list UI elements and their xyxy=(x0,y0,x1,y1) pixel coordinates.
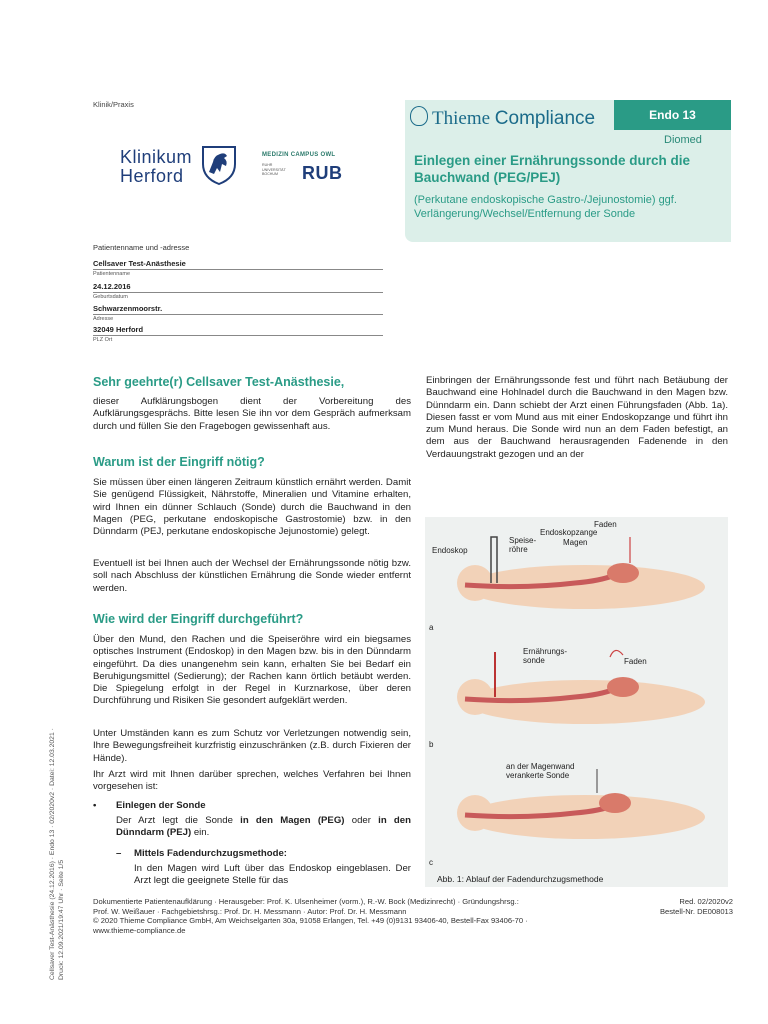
clinic-name-line2: Herford xyxy=(120,166,184,186)
document-code-badge: Endo 13 xyxy=(614,100,731,130)
thieme-logo xyxy=(410,106,595,130)
footer-website-link[interactable]: www.thieme-compliance.de xyxy=(93,925,186,935)
thieme-word: Thieme xyxy=(432,108,491,129)
panel-b-illustration xyxy=(457,650,705,724)
footer-revision: Red. 02/2020v2 xyxy=(679,897,733,906)
why-heading: Warum ist der Eingriff nötig? xyxy=(93,455,265,469)
label-anchored-probe: an der Magenwand verankerte Sonde xyxy=(506,762,575,780)
footer xyxy=(93,897,733,935)
patient-name-field[interactable]: Cellsaver Test-Anästhesie xyxy=(93,259,383,270)
footer-order-number: Bestell-Nr. DE008013 xyxy=(659,906,733,916)
procedure-illustration xyxy=(425,517,728,887)
why-paragraph-2: Eventuell ist bei Ihnen auch der Wechsel der Ernährungssonde nötig bzw. soll nach Abschluss der künstlichen Ernährung die Sonde wieder entfernt werden. xyxy=(93,558,411,594)
side-print-info xyxy=(48,728,66,980)
label-speiseroehre: Speise- röhre xyxy=(509,536,537,554)
clinic-name-line1: Klinikum xyxy=(120,147,193,167)
how-heading: Wie wird der Eingriff durchgeführt? xyxy=(93,612,304,626)
label-ernaehrungssonde: Ernährungs- sonde xyxy=(523,647,568,665)
address-field[interactable]: Schwarzenmoorstr. xyxy=(93,304,383,315)
label-magen: Magen xyxy=(563,538,588,547)
compliance-word: Compliance xyxy=(494,108,596,129)
bullet-insert-probe: Einlegen der Sonde xyxy=(116,800,206,811)
patient-name-label: Patientenname xyxy=(93,271,130,277)
label-faden-b: Faden xyxy=(624,657,647,666)
panel-a-illustration xyxy=(457,537,705,609)
birthdate-label: Geburtsdatum xyxy=(93,294,128,300)
rub-small-text: BOCHUM xyxy=(262,172,278,176)
label-faden-a: Faden xyxy=(594,520,617,529)
klinikum-herford-logo xyxy=(120,142,240,188)
how-paragraph-2: Unter Umständen kann es zum Schutz vor Verletzungen notwendig sein, Ihre Bewegungsfreiheit kurzfristig einzuschränken (z.B. durch Fixieren der Hände). xyxy=(93,728,411,764)
sub-bullet-dash: – xyxy=(116,848,122,859)
intro-paragraph: dieser Aufklärungsbogen dient der Vorbereitung des Aufklärungsgesprächs. Bitte lesen Sie ihn vor dem Gespräch aufmerksam durch und füllen Sie den Fragebogen gewissenhaft aus. xyxy=(93,396,411,432)
side-print-line-2: Druck: 12.09.2021/19:47 Uhr · Seite 1/5 xyxy=(58,859,65,980)
practice-label: Klinik/Praxis xyxy=(93,100,134,109)
rub-logo: RUB xyxy=(302,163,343,183)
zip-city-field[interactable]: 32049 Herford xyxy=(93,325,383,336)
sub-bullet-thread-method: Mittels Fadendurchzugsmethode: xyxy=(134,848,287,859)
publisher-label: Diomed xyxy=(664,134,702,146)
address-label: Adresse xyxy=(93,316,114,322)
rub-small-text: UNIVERSITÄT xyxy=(262,167,286,172)
panel-label-c: c xyxy=(429,858,433,867)
figure-caption: Abb. 1: Ablauf der Fadendurchzugsmethode xyxy=(437,874,604,884)
campus-logo xyxy=(262,152,372,183)
panel-c-illustration xyxy=(457,769,705,839)
side-print-line-1: Cellsaver Test-Anästhesie (24.12.2016) · Endo 13 · 02/2020v2 · Datei: 12.03.2021 · xyxy=(49,728,56,980)
right-column-paragraph: Einbringen der Ernährungssonde fest und führt nach Betäubung der Bauchwand eine Hohlnadel durch die Bauchwand in den Magen bzw. Dünndarm ein. Dann schiebt der Arzt einen Führungsfaden (Abb. 1a). Diesen fasst er vom Mund aus mit einer Endoskopzange und führt ihn zum Mund heraus. Die Sonde wird nun an dem Faden befestigt, an dem aus der Bauchwand herausragenden Fadenende in den Verdauungstrakt gezogen und an der xyxy=(426,375,728,460)
thieme-seal-icon xyxy=(410,106,428,126)
greeting-heading: Sehr geehrte(r) Cellsaver Test-Anästhesie, xyxy=(93,375,345,389)
footer-line-3: © 2020 Thieme Compliance GmbH, Am Weichselgarten 30a, 91058 Erlangen, Tel. +49 (0)9131 93406-40, Bestell-Fax 93406-70 · xyxy=(93,916,528,926)
rub-small-text: RUHR xyxy=(262,163,273,167)
how-paragraph-1: Über den Mund, den Rachen und die Speiseröhre wird ein biegsames optisches Instrument (Endoskop) in den Magen bzw. bis in den Dünndarm eingeführt. Da dies unangenehm sein kann, erhalten Sie bei Bedarf ein Beruhigungsmittel (Sedierung); der Rachen kann örtlich betäubt werden. Die Spiegelung erfolgt in der Regel in Kurznarkose, über deren Durchführung und Risiken Sie gesondert aufgeklärt werden. xyxy=(93,634,411,707)
footer-line-2: Prof. W. Weißauer · Fachgebietshrsg.: Prof. Dr. H. Messmann · Autor: Prof. Dr. H. Messmann xyxy=(93,906,407,916)
bullet-dot: • xyxy=(93,800,97,811)
footer-line-1: Dokumentierte Patientenaufklärung · Herausgeber: Prof. K. Ulsenheimer (vorm.), R.-W. Bock (Medizinrecht) · Gründungshrsg.: xyxy=(93,897,519,906)
why-paragraph-1: Sie müssen über einen längeren Zeitraum künstlich ernährt werden. Damit Sie genügend Flüssigkeit, Nährstoffe, Mineralien und Vitamine erhalten, wird Ihnen ein dünner Schlauch (Sonde) durch die Bauchwand in den Magen (PEG, perkutane endoskopische Gastrostomie) bzw. in den Dünndarm (PEJ, perkutane endoskopische Jejunostomie) gelegt. xyxy=(93,477,411,538)
thread-method-text: In den Magen wird Luft über das Endoskop eingeblasen. Der Arzt legt die geeignete Stelle für das xyxy=(134,863,411,887)
birthdate-field[interactable]: 24.12.2016 xyxy=(93,282,383,293)
patient-section-label: Patientenname und -adresse xyxy=(93,243,190,252)
document-subtitle: (Perkutane endoskopische Gastro-/Jejunostomie) ggf. Verlängerung/Wechsel/Entfernung der Sonde xyxy=(414,194,677,220)
horse-crest-icon xyxy=(200,144,238,186)
label-endoskop: Endoskop xyxy=(432,546,468,555)
campus-label: MEDIZIN CAMPUS OWL xyxy=(262,152,336,158)
document-title: Einlegen einer Ernährungssonde durch die Bauchwand (PEG/PEJ) xyxy=(414,153,691,185)
label-endoskopzange: Endoskopzange xyxy=(540,528,598,537)
panel-label-a: a xyxy=(429,623,434,632)
zip-city-label: PLZ Ort xyxy=(93,337,113,343)
how-paragraph-3: Ihr Arzt wird mit Ihnen darüber sprechen, welches Verfahren bei Ihnen vorgesehen ist: xyxy=(93,769,411,793)
panel-label-b: b xyxy=(429,740,434,749)
bullet-insert-text: Der Arzt legt die Sonde in den Magen (PEG) oder in den Dünndarm (PEJ) ein. xyxy=(116,815,411,839)
